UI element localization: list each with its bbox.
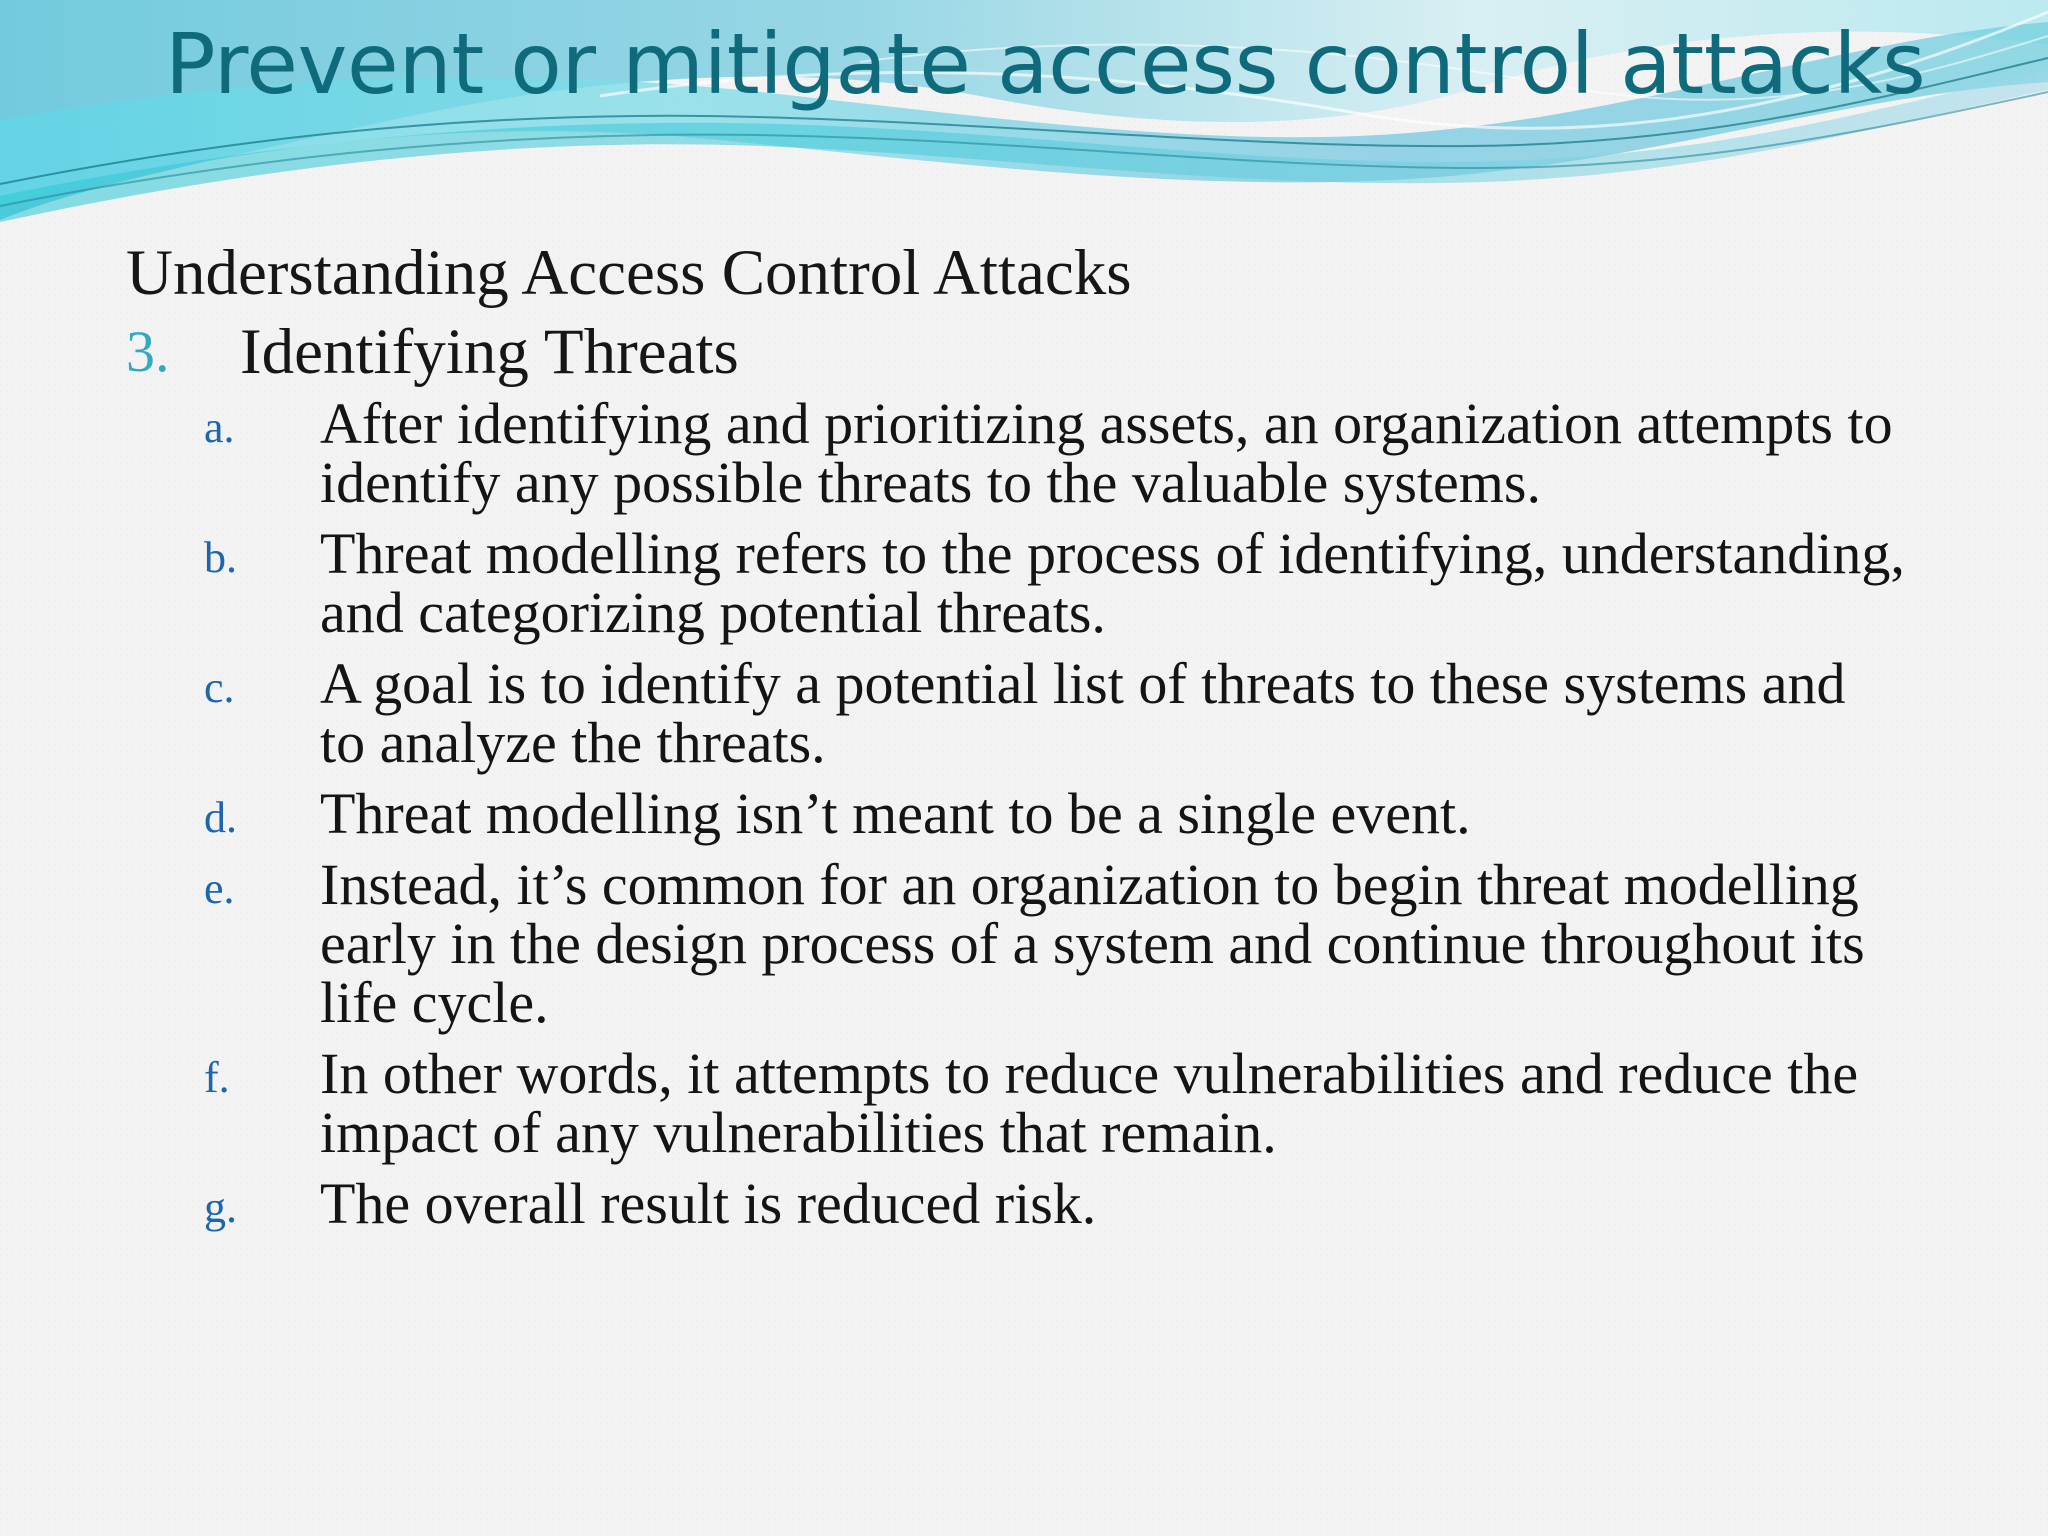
numbered-item-label: Identifying Threats bbox=[240, 316, 739, 388]
sub-item-b-text: Threat modelling refers to the process of identifying, understanding, and categorizing potential threats. bbox=[320, 521, 1905, 645]
sub-item-a-text: After identifying and prioritizing assets, an organization attempts to identify any possible threats to the valuable systems. bbox=[320, 391, 1893, 515]
sub-item-f-text: In other words, it attempts to reduce vulnerabilities and reduce the impact of any vulnerabilities that remain. bbox=[320, 1041, 1859, 1165]
sub-item-d-marker: d. bbox=[204, 793, 237, 842]
sub-item-c-text: A goal is to identify a potential list of threats to these systems and to analyze the threats. bbox=[320, 651, 1846, 775]
sub-item-d bbox=[126, 781, 1906, 846]
threat-subitems-list bbox=[126, 391, 1906, 1236]
sub-item-g bbox=[126, 1171, 1906, 1236]
sub-item-a-marker: a. bbox=[204, 403, 235, 452]
sub-item-c-marker: c. bbox=[204, 663, 235, 712]
sub-item-g-text: The overall result is reduced risk. bbox=[320, 1171, 1097, 1236]
sub-item-g-marker: g. bbox=[204, 1183, 237, 1232]
section-heading: Understanding Access Control Attacks bbox=[126, 237, 1132, 309]
slide-title: Prevent or mitigate access control attacks bbox=[165, 15, 1926, 113]
sub-item-f-marker: f. bbox=[204, 1053, 230, 1102]
sub-item-b-marker: b. bbox=[204, 533, 237, 582]
sub-item-a bbox=[126, 391, 1906, 515]
sub-item-e-text: Instead, it’s common for an organization to begin threat modelling early in the design process of a system and continue throughout its life cycle. bbox=[320, 852, 1865, 1035]
sub-item-b bbox=[126, 521, 1906, 645]
numbered-item-identifying-threats bbox=[126, 316, 1906, 388]
sub-item-c bbox=[126, 651, 1906, 775]
sub-item-e-marker: e. bbox=[204, 864, 235, 913]
sub-item-e bbox=[126, 852, 1906, 1035]
slide-content bbox=[126, 237, 1906, 1236]
sub-item-f bbox=[126, 1041, 1906, 1165]
numbered-item-marker: 3. bbox=[126, 319, 170, 384]
sub-item-d-text: Threat modelling isn’t meant to be a single event. bbox=[320, 781, 1471, 846]
